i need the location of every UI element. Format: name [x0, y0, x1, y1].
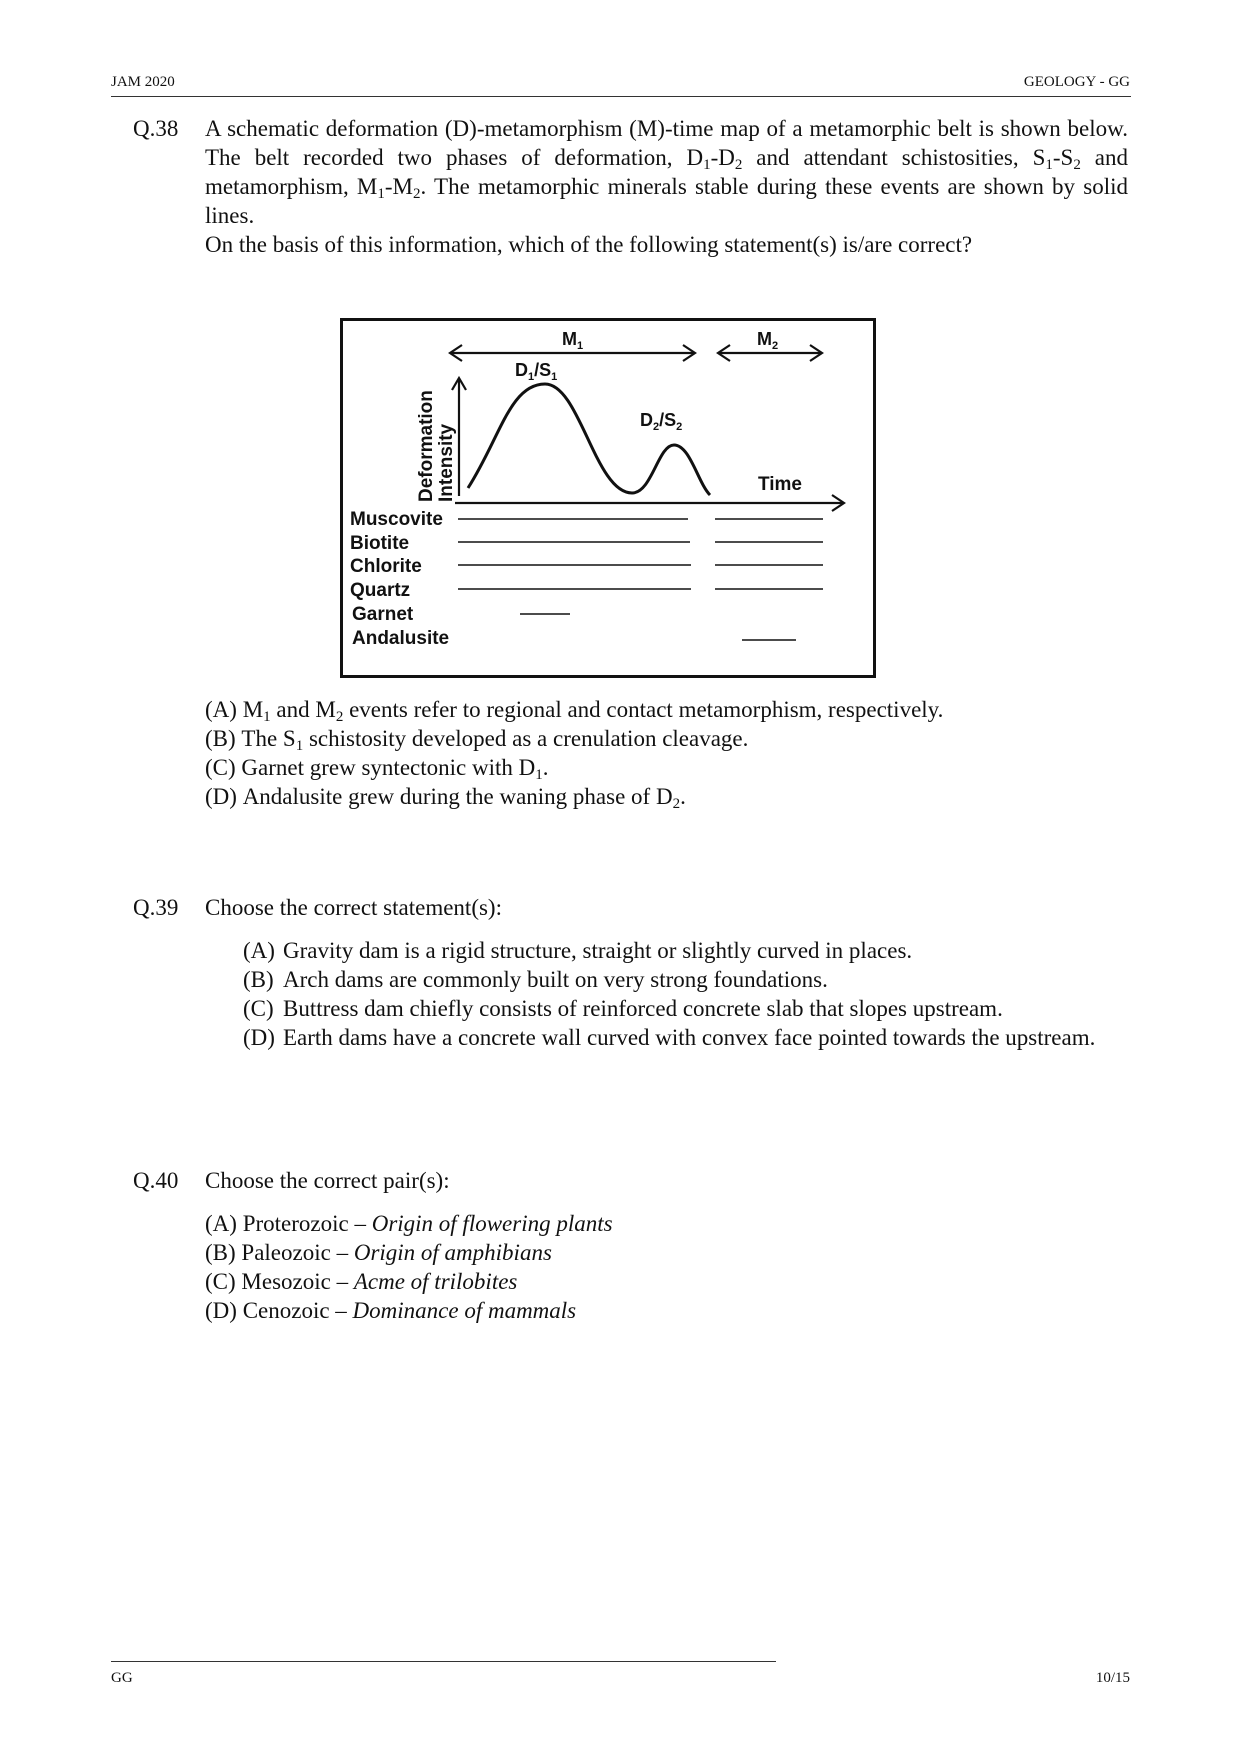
question-stem: A schematic deformation (D)-metamorphism (M)-time map of a metamorphic belt is shown below. The belt recorded two phases of deformation, $D_1-D_2$ and attendant schistosities, $S_1-S_2$ and metamorphism, $M_1-M_2$. The metamorphic minerals stable during these events are shown by solid lines. [205, 116, 1128, 228]
page-number: 10/15 [1095, 1670, 1130, 1686]
option-c[interactable]: (C) Buttress dam chiefly consists of reinforced concrete slab that slopes upstream. [243, 996, 1003, 1021]
mineral-label-garnet: Garnet [352, 604, 414, 625]
y-axis-label-line1: Deformation [416, 390, 437, 502]
question-prompt: On the basis of this information, which of the following statement(s) is/are correct? [205, 232, 973, 257]
option-d[interactable]: (D) Cenozoic – Dominance of mammals [205, 1298, 577, 1323]
option-b[interactable]: (B) The $S_1$ schistosity developed as a crenulation cleavage. [205, 726, 749, 754]
option-a[interactable]: (A) Gravity dam is a rigid structure, straight or slightly curved in places. [243, 938, 913, 963]
option-b[interactable]: (B) Paleozoic – Origin of amphibians [205, 1240, 552, 1265]
question-38 [133, 114, 1128, 259]
option-a[interactable]: (A) Proterozoic – Origin of flowering plants [205, 1211, 613, 1236]
m2-label: $M_2$ [757, 329, 779, 352]
option-c[interactable]: (C) Mesozoic – Acme of trilobites [205, 1269, 518, 1294]
question-stem: Choose the correct statement(s): [205, 895, 502, 920]
y-axis-label-line2: Intensity [436, 423, 457, 502]
mineral-label-muscovite: Muscovite [350, 509, 443, 530]
mineral-label-biotite: Biotite [350, 533, 410, 554]
m1-label: $M_1$ [562, 329, 584, 352]
header-exam-name: JAM 2020 [111, 74, 175, 90]
header-paper-name: GEOLOGY - GG [1023, 74, 1130, 90]
question-number: Q.39 [133, 895, 179, 920]
mineral-label-andalusite: Andalusite [352, 628, 450, 649]
deformation-metamorphism-time-diagram [340, 318, 876, 678]
option-b[interactable]: (B) Arch dams are commonly built on very strong foundations. [243, 967, 828, 992]
d1-s1-label: $D_1/S_1$ [515, 360, 558, 383]
mineral-label-quartz: Quartz [350, 580, 411, 601]
time-axis-arrow [455, 495, 844, 511]
option-a[interactable]: (A) $M_1$ and $M_2$ events refer to regional and contact metamorphism, respectively. [205, 697, 944, 725]
question-number: Q.38 [133, 116, 179, 141]
mineral-stability-lines [458, 519, 823, 640]
mineral-label-chlorite: Chlorite [350, 556, 422, 577]
question-stem: Choose the correct pair(s): [205, 1168, 450, 1193]
option-d[interactable]: (D) Andalusite grew during the waning phase of $D_2$. [205, 784, 686, 812]
question-39 [133, 893, 1128, 1052]
question-40 [133, 1166, 1128, 1325]
footer-divider [111, 1661, 776, 1662]
option-d[interactable]: (D) Earth dams have a concrete wall curved with convex face pointed towards the upstream. [243, 1025, 1096, 1050]
question-number: Q.40 [133, 1168, 179, 1193]
option-c[interactable]: (C) Garnet grew syntectonic with $D_1$. [205, 755, 549, 783]
footer-paper-code: GG [111, 1670, 133, 1686]
question-38-options [133, 695, 1128, 811]
time-axis-label: Time [758, 474, 803, 495]
header-divider [111, 96, 1131, 97]
d2-s2-label: $D_2/S_2$ [640, 410, 683, 433]
deformation-intensity-curve [468, 384, 710, 495]
